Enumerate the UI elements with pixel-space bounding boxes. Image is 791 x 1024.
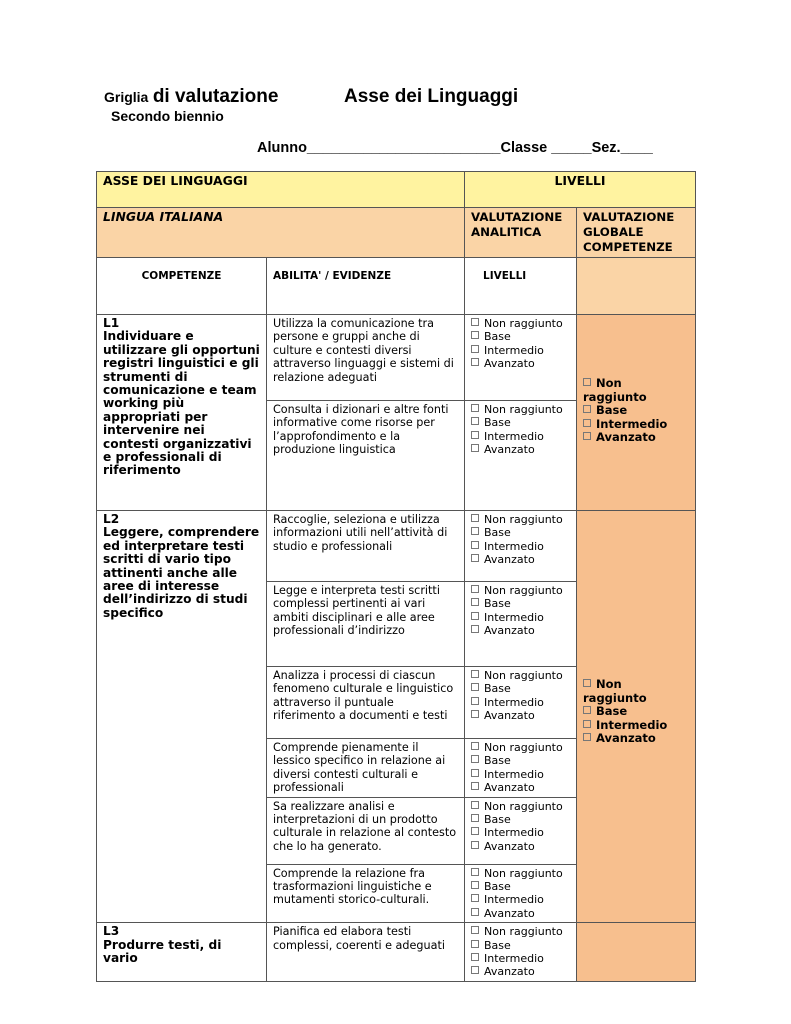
level-option (471, 669, 570, 682)
global-level-cell (577, 315, 696, 511)
checkbox-icon[interactable] (471, 417, 479, 425)
level-option (471, 781, 570, 794)
level-option (583, 404, 689, 418)
checkbox-icon[interactable] (471, 404, 479, 412)
level-option-label: Non raggiunto (484, 403, 563, 416)
competence-cell (97, 923, 267, 982)
level-option (471, 416, 570, 429)
col-empty-header (577, 258, 696, 315)
checkbox-icon[interactable] (471, 801, 479, 809)
level-option (471, 893, 570, 906)
checkbox-icon[interactable] (583, 378, 591, 386)
level-option (471, 813, 570, 826)
level-option-label: Intermedio (484, 952, 544, 966)
level-option-label: Avanzato (484, 906, 535, 920)
level-option-label: Base (484, 754, 511, 768)
level-option (471, 317, 570, 330)
level-option (583, 705, 689, 719)
level-option (583, 431, 689, 445)
level-option-label: Base (484, 938, 511, 952)
analytic-level-cell (465, 511, 577, 582)
checkbox-icon[interactable] (471, 710, 479, 718)
level-option-label: Avanzato (484, 553, 535, 567)
level-option (471, 800, 570, 813)
level-option-label: Avanzato (484, 443, 535, 457)
analytic-level-cell (465, 667, 577, 739)
ability-text: Utilizza la comunicazione tra persone e gruppi anche di culture e contesti diversi attraverso linguaggi e sistemi di relazione adeguati (267, 315, 465, 401)
ability-text: Raccoglie, seleziona e utilizza informazioni utili nell’attività di studio e professionali (267, 511, 465, 582)
level-option (471, 768, 570, 781)
competence-cell (97, 511, 267, 923)
level-option (471, 696, 570, 709)
checkbox-icon[interactable] (471, 527, 479, 535)
level-option (583, 719, 689, 733)
level-option (471, 611, 570, 624)
checkbox-icon[interactable] (471, 683, 479, 691)
level-option-label: Base (596, 403, 628, 417)
level-option (471, 330, 570, 343)
level-option-label: Intermedio (484, 429, 544, 443)
analytic-level-cell (465, 401, 577, 511)
checkbox-icon[interactable] (583, 706, 591, 714)
level-option-label: Non raggiunto (484, 317, 563, 330)
level-option (471, 553, 570, 566)
level-option-label: Non raggiunto (583, 677, 647, 705)
checkbox-icon[interactable] (583, 405, 591, 413)
ability-text: Legge e interpreta testi scritti complessi pertinenti ai vari ambiti disciplinari e alle aree professionali d’indirizzo (267, 582, 465, 667)
level-option-label: Base (484, 880, 511, 894)
checkbox-icon[interactable] (471, 814, 479, 822)
level-option-label: Non raggiunto (484, 866, 563, 880)
level-option-label: Avanzato (484, 709, 535, 723)
analytic-header: VALUTAZIONE ANALITICA (465, 208, 577, 258)
levels-header: LIVELLI (465, 172, 696, 208)
checkbox-icon[interactable] (471, 345, 479, 353)
ability-text: Comprende la relazione fra trasformazioni linguistiche e mutamenti storico-culturali. (267, 864, 465, 923)
level-option-label: Intermedio (484, 826, 544, 840)
level-option-label: Base (484, 813, 511, 827)
document-title (104, 86, 278, 108)
analytic-level-cell (465, 739, 577, 798)
level-option-label: Non raggiunto (484, 799, 563, 813)
level-option (471, 939, 570, 952)
subtitle: Secondo biennio (111, 108, 224, 124)
level-option (471, 880, 570, 893)
checkbox-icon[interactable] (471, 769, 479, 777)
level-option-label: Base (484, 597, 511, 611)
ability-row (97, 315, 696, 401)
checkbox-icon[interactable] (471, 966, 479, 974)
level-option-label: Non raggiunto (484, 584, 563, 597)
global-level-cell (577, 923, 696, 982)
level-option (471, 965, 570, 978)
level-option (471, 907, 570, 920)
global-header: VALUTAZIONE GLOBALE COMPETENZE (577, 208, 696, 258)
checkbox-icon[interactable] (471, 697, 479, 705)
level-option-label: Base (484, 330, 511, 344)
student-fields-line: Alunno________________________Classe _____Sez.____ (257, 140, 653, 156)
level-option (471, 526, 570, 539)
col-abilita-header: ABILITA' / EVIDENZE (267, 258, 465, 315)
level-option-label: Avanzato (596, 731, 656, 745)
level-option (583, 377, 689, 404)
checkbox-icon[interactable] (471, 742, 479, 750)
level-option (471, 597, 570, 610)
ability-row (97, 511, 696, 582)
checkbox-icon[interactable] (471, 358, 479, 366)
level-option-label: Intermedio (596, 416, 668, 431)
level-option-label: Avanzato (484, 839, 535, 853)
ability-text: Sa realizzare analisi e interpretazioni di un prodotto culturale in relazione al contesto che lo ha generato. (267, 797, 465, 864)
level-option (471, 826, 570, 839)
level-option-label: Base (484, 682, 511, 696)
ability-text: Consulta i dizionari e altre fonti informative come risorse per l’approfondimento e la produzione linguistica (267, 401, 465, 511)
analytic-level-cell (465, 582, 577, 667)
level-option-label: Non raggiunto (484, 925, 563, 939)
level-option (471, 513, 570, 526)
checkbox-icon[interactable] (471, 431, 479, 439)
checkbox-icon[interactable] (583, 432, 591, 440)
checkbox-icon[interactable] (583, 720, 591, 728)
level-option-label: Intermedio (484, 539, 544, 553)
checkbox-icon[interactable] (583, 419, 591, 427)
level-option (471, 867, 570, 880)
level-option (583, 732, 689, 746)
level-option (471, 840, 570, 853)
analytic-level-cell (465, 864, 577, 923)
checkbox-icon[interactable] (471, 841, 479, 849)
level-option-label: Avanzato (484, 781, 535, 795)
level-option (471, 709, 570, 722)
competence-text: Produrre testi, di vario (103, 937, 222, 966)
checkbox-icon[interactable] (471, 625, 479, 633)
axis-header: ASSE DEI LINGUAGGI (97, 172, 465, 208)
competence-code: L2 (103, 512, 120, 526)
competence-cell (97, 315, 267, 511)
col-livelli-header: LIVELLI (465, 258, 577, 315)
ability-row (97, 923, 696, 982)
level-option (471, 741, 570, 754)
checkbox-icon[interactable] (471, 514, 479, 522)
checkbox-icon[interactable] (583, 679, 591, 687)
ability-text: Comprende pienamente il lessico specifico in relazione ai diversi contesti culturali e professionali (267, 739, 465, 798)
evaluation-grid (96, 171, 696, 982)
ability-text: Analizza i processi di ciascun fenomeno culturale e linguistico attraverso il puntuale riferimento a documenti e testi (267, 667, 465, 739)
checkbox-icon[interactable] (471, 318, 479, 326)
checkbox-icon[interactable] (471, 331, 479, 339)
checkbox-icon[interactable] (471, 868, 479, 876)
checkbox-icon[interactable] (471, 554, 479, 562)
competence-code: L1 (103, 316, 120, 330)
level-option-label: Avanzato (484, 624, 535, 638)
level-option (471, 682, 570, 695)
level-option-label: Base (484, 526, 511, 540)
level-option (471, 925, 570, 938)
level-option (471, 403, 570, 416)
checkbox-icon[interactable] (471, 782, 479, 790)
title-big: di valutazione (152, 86, 279, 107)
analytic-level-cell (465, 797, 577, 864)
level-option-label: Intermedio (484, 767, 544, 781)
analytic-level-cell (465, 315, 577, 401)
level-option-label: Intermedio (484, 893, 544, 907)
title-small: Griglia (104, 89, 149, 105)
level-option-label: Non raggiunto (484, 513, 563, 526)
checkbox-icon[interactable] (471, 612, 479, 620)
checkbox-icon[interactable] (471, 598, 479, 606)
global-level-cell (577, 511, 696, 923)
level-option-label: Non raggiunto (484, 669, 563, 682)
competence-text: Individuare e utilizzare gli opportuni registri linguistici e gli strumenti di comunicazione e team working più appropriati per intervenire nei contesti organizzativi e professionali di riferimento (103, 329, 260, 478)
level-option-label: Avanzato (484, 357, 535, 371)
level-option (471, 624, 570, 637)
competence-text: Leggere, comprendere ed interpretare testi scritti di vario tipo attinenti anche alle aree di interesse dell’indirizzo di studi specifico (103, 525, 260, 620)
analytic-level-cell (465, 923, 577, 982)
checkbox-icon[interactable] (471, 670, 479, 678)
level-option-label: Intermedio (596, 717, 668, 732)
checkbox-icon[interactable] (471, 953, 479, 961)
checkbox-icon[interactable] (471, 755, 479, 763)
checkbox-icon[interactable] (471, 827, 479, 835)
level-option (471, 952, 570, 965)
checkbox-icon[interactable] (471, 908, 479, 916)
level-option (583, 678, 689, 705)
checkbox-icon[interactable] (471, 541, 479, 549)
level-option-label: Non raggiunto (484, 741, 563, 754)
checkbox-icon[interactable] (471, 585, 479, 593)
level-option-label: Intermedio (484, 610, 544, 624)
level-option-label: Avanzato (596, 430, 656, 444)
checkbox-icon[interactable] (471, 881, 479, 889)
level-option (471, 430, 570, 443)
checkbox-icon[interactable] (471, 940, 479, 948)
level-option (471, 584, 570, 597)
level-option (471, 754, 570, 767)
level-option (583, 418, 689, 432)
level-option-label: Base (596, 704, 628, 718)
level-option-label: Base (484, 416, 511, 430)
level-option-label: Intermedio (484, 343, 544, 357)
checkbox-icon[interactable] (471, 926, 479, 934)
subject-header: LINGUA ITALIANA (97, 208, 465, 258)
checkbox-icon[interactable] (471, 894, 479, 902)
level-option-label: Avanzato (484, 965, 535, 979)
level-option (471, 344, 570, 357)
competence-code: L3 (103, 924, 120, 939)
checkbox-icon[interactable] (471, 444, 479, 452)
checkbox-icon[interactable] (583, 733, 591, 741)
level-option (471, 357, 570, 370)
level-option (471, 443, 570, 456)
level-option (471, 540, 570, 553)
ability-text: Pianifica ed elabora testi complessi, coerenti e adeguati (267, 923, 465, 982)
level-option-label: Non raggiunto (583, 376, 647, 404)
level-option-label: Intermedio (484, 695, 544, 709)
col-competenze-header: COMPETENZE (97, 258, 267, 315)
axis-title: Asse dei Linguaggi (344, 86, 519, 107)
